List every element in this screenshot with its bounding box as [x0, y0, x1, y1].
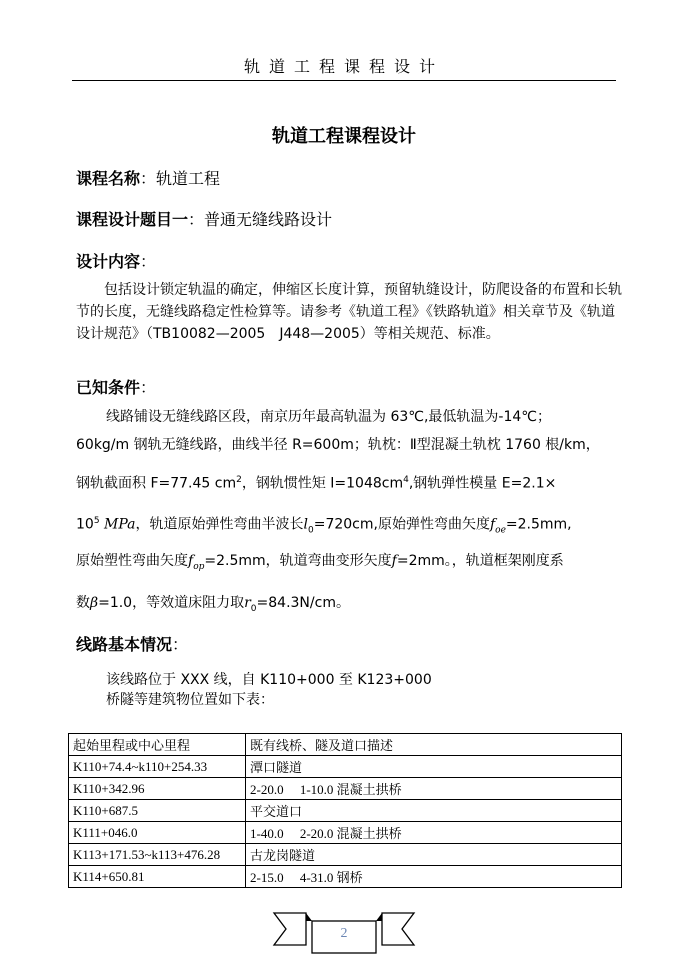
header-rule [72, 80, 616, 81]
table-row [69, 800, 622, 822]
modulus-base: 10 [76, 516, 94, 533]
ballast-resistance-text: =1.0，等效道床阻力取 [98, 595, 245, 611]
table-cell-mileage: K110+74.4~k110+254.33 [69, 756, 246, 778]
resistance-symbol: r [244, 595, 251, 611]
half-wave-text: ，轨道原始弹性弯曲半波长 [135, 516, 304, 533]
route-info-heading-colon: ： [172, 635, 189, 654]
route-location-line: 该线路位于 XXX 线，自 K110+000 至 K123+000 [106, 672, 432, 688]
table-row [69, 866, 622, 888]
table-header-description: 既有线桥、隧及道口描述 [246, 734, 622, 756]
known-condition-line-5 [76, 550, 564, 578]
route-info-heading [76, 633, 188, 657]
table-cell-description: 1-40.0 2-20.0 混凝土拱桥 [246, 822, 622, 844]
known-condition-line-4 [76, 510, 572, 541]
design-content-paragraph: 包括设计锁定轨温的确定，伸缩区长度计算，预留轨缝设计，防爬设备的布置和长轨节的长度，无缝线路稳定性检算等。请参考《轨道工程》《铁路轨道》相关章节及《轨道设计规范》（TB10082—2005 J448—2005）等相关规范、标准。 [76, 282, 622, 342]
table-cell-description: 古龙岗隧道 [246, 844, 622, 866]
beta-symbol: β [90, 595, 99, 611]
design-content-heading [76, 250, 156, 274]
table-cell-description: 平交道口 [246, 800, 622, 822]
half-wave-symbol: l [303, 516, 308, 533]
table-cell-description: 2-20.0 1-10.0 混凝土拱桥 [246, 778, 622, 800]
modulus-unit: MPa [104, 516, 136, 533]
course-name-label: 课程名称 [76, 169, 141, 188]
running-header: 轨道工程课程设计 [243, 57, 444, 76]
table-header-mileage: 起始里程或中心里程 [69, 734, 246, 756]
known-condition-line-1: 线路铺设无缝线路区段，南京历年最高轨温为 63℃,最低轨温为-14℃； [106, 409, 552, 425]
known-conditions-heading-colon: ： [140, 378, 157, 397]
table-row [69, 778, 622, 800]
design-content-heading-text: 设计内容 [76, 252, 141, 271]
plastic-deflection-symbol: f [188, 553, 194, 569]
rail-modulus-text: ,钢轨弹性模量 E=2.1× [408, 475, 557, 492]
known-conditions-heading [76, 376, 156, 400]
table-row [69, 822, 622, 844]
table-cell-mileage: K113+171.53~k113+476.28 [69, 844, 246, 866]
coefficient-text: 数 [76, 595, 90, 611]
course-name-value: 轨道工程 [156, 169, 221, 188]
elastic-deflection-symbol: f [489, 516, 496, 533]
page-number: 2 [340, 926, 348, 941]
design-content-heading-colon: ： [140, 252, 157, 271]
design-topic-colon: ： [188, 210, 205, 229]
table-cell-mileage: K111+046.0 [69, 822, 246, 844]
table-cell-description: 潭口隧道 [246, 756, 622, 778]
design-topic-line [76, 208, 332, 232]
frame-stiffness-text: =2mm。，轨道框架刚度系 [396, 553, 564, 569]
known-condition-line-3 [76, 469, 556, 495]
bending-deflection-text: =2.5mm，轨道弯曲变形矢度 [204, 553, 392, 569]
plastic-deflection-subscript: op [193, 561, 205, 572]
rail-inertia-exponent: 4 [403, 475, 409, 485]
elastic-deflection-value: =2.5mm, [505, 516, 572, 533]
table-cell-mileage: K114+650.81 [69, 866, 246, 888]
resistance-value: =84.3N/cm。 [256, 595, 350, 611]
design-topic-value: 普通无缝线路设计 [204, 210, 333, 229]
known-conditions-heading-text: 已知条件 [76, 378, 141, 397]
elastic-deflection-text: =720cm,原始弹性弯曲矢度 [313, 516, 490, 533]
structures-table [68, 733, 622, 888]
table-row [69, 844, 622, 866]
bending-deflection-symbol: f [391, 553, 397, 569]
half-wave-subscript: 0 [307, 525, 314, 536]
rail-area-exponent: 2 [236, 475, 242, 485]
table-header-row [69, 734, 622, 756]
table-cell-mileage: K110+687.5 [69, 800, 246, 822]
table-cell-description: 2-15.0 4-31.0 钢桥 [246, 866, 622, 888]
resistance-subscript: 0 [250, 603, 257, 614]
known-condition-line-6 [76, 592, 350, 620]
course-name-line [76, 167, 220, 191]
rail-area-text: 钢轨截面积 F=77.45 cm [76, 475, 237, 492]
elastic-deflection-subscript: oe [495, 525, 506, 536]
design-topic-label: 课程设计题目一 [76, 210, 189, 229]
modulus-exponent: 5 [93, 516, 100, 526]
plastic-deflection-text: 原始塑性弯曲矢度 [76, 553, 188, 569]
course-name-colon: ： [140, 169, 157, 188]
known-condition-line-2: 60kg/m 钢轨无缝线路，曲线半径 R=600m；轨枕：Ⅱ型混凝土轨枕 1760 根/km， [76, 437, 600, 453]
table-cell-mileage: K110+342.96 [69, 778, 246, 800]
route-info-heading-text: 线路基本情况 [76, 635, 173, 654]
document-title: 轨道工程课程设计 [272, 126, 416, 147]
table-row [69, 756, 622, 778]
rail-inertia-text: ，钢轨惯性矩 I=1048cm [241, 475, 404, 492]
route-table-intro: 桥隧等建筑物位置如下表： [106, 692, 274, 708]
